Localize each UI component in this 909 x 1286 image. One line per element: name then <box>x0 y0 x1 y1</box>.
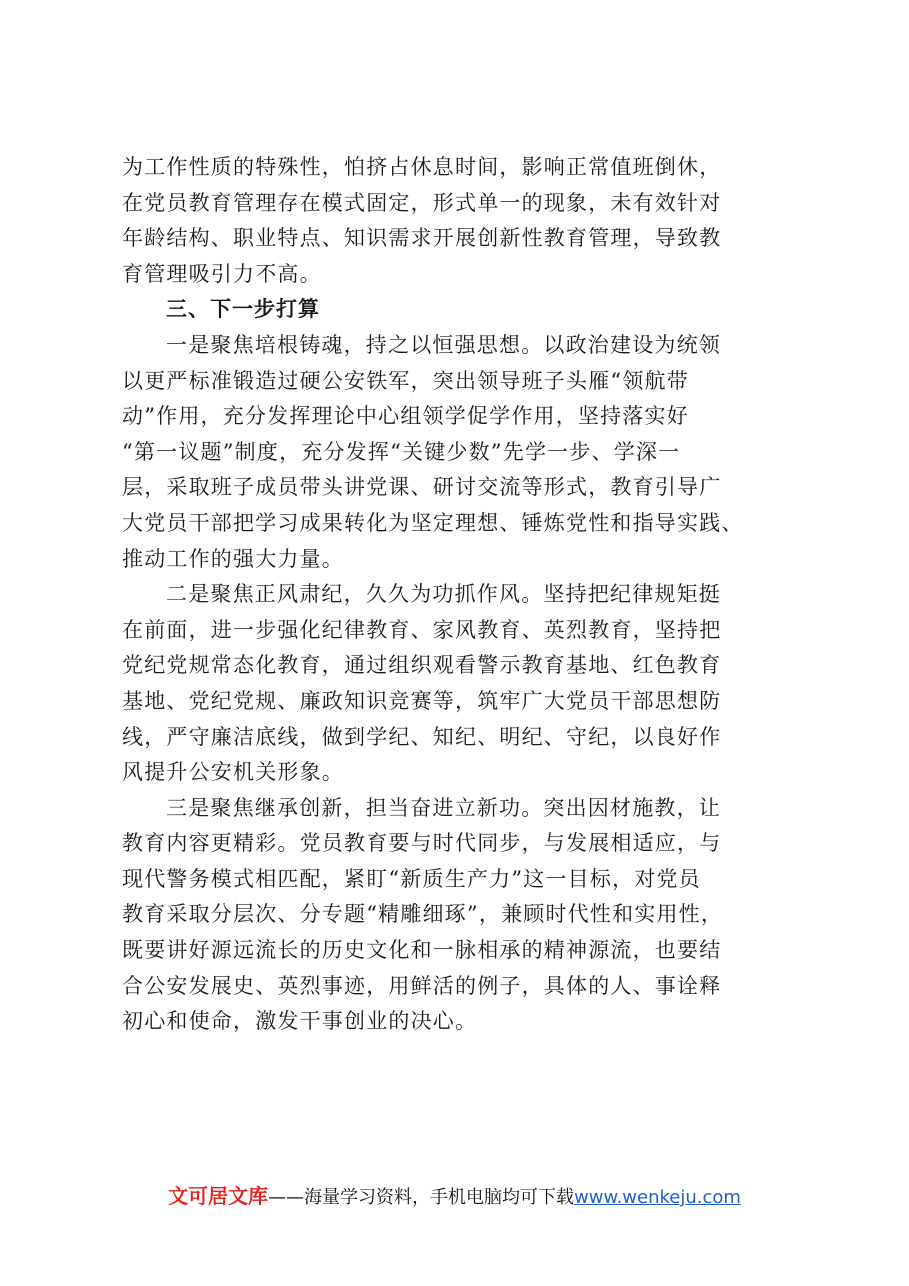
text-line: 线，严守廉洁底线，做到学纪、知纪、明纪、守纪，以良好作 <box>122 724 722 749</box>
footer-website-link[interactable]: www.wenkeju.com <box>574 1187 741 1208</box>
footer-tagline: ——海量学习资料，手机电脑均可下载 <box>268 1187 575 1208</box>
text-line: 基地、党纪党规、廉政知识竞赛等，筑牢广大党员干部思想防 <box>122 688 722 713</box>
text-line: 三是聚焦继承创新，担当奋进立新功。突出因材施教，让 <box>166 795 721 820</box>
text-line: 层，采取班子成员带头讲党课、研讨交流等形式，教育引导广 <box>122 475 722 500</box>
text-line: 育管理吸引力不高。 <box>122 261 322 286</box>
text-line: 推动工作的强大力量。 <box>122 546 344 571</box>
text-line: 为工作性质的特殊性，怕挤占休息时间，影响正常值班倒休， <box>122 155 722 179</box>
text-line: 二是聚焦正风肃纪，久久为功抓作风。坚持把纪律规矩挺 <box>166 582 721 607</box>
text-line: 教育内容更精彩。党员教育要与时代同步，与发展相适应，与 <box>122 831 722 856</box>
section-heading: 三、下一步打算 <box>166 297 320 322</box>
text-line: 现代警务模式相匹配，紧盯“新质生产力”这一目标，对党员 <box>122 866 701 891</box>
text-line: 一是聚焦培根铸魂，持之以恒强思想。以政治建设为统领 <box>166 332 721 357</box>
text-line: 合公安发展史、英烈事迹，用鲜活的例子，具体的人、事诠释 <box>122 973 722 998</box>
text-line: 动”作用，充分发挥理论中心组领学促学作用，坚持落实好 <box>122 404 689 429</box>
text-line: 既要讲好源远流长的历史文化和一脉相承的精神源流，也要结 <box>122 938 722 963</box>
text-line: 在党员教育管理存在模式固定，形式单一的现象，未有效针对 <box>122 190 722 215</box>
text-line: 风提升公安机关形象。 <box>122 760 344 785</box>
text-line: 年龄结构、职业特点、知识需求开展创新性教育管理，导致教 <box>122 226 722 251</box>
text-line: 党纪党规常态化教育，通过组织观看警示教育基地、红色教育 <box>122 653 722 678</box>
text-line: 在前面，进一步强化纪律教育、家风教育、英烈教育，坚持把 <box>122 617 722 642</box>
text-line: 教育采取分层次、分专题“精雕细琢”，兼顾时代性和实用性， <box>122 902 724 927</box>
text-line: 初心和使命，激发干事创业的决心。 <box>122 1009 478 1034</box>
footer-banner <box>0 1178 909 1216</box>
text-line: 大党员干部把学习成果转化为坚定理想、锤炼党性和指导实践、 <box>122 510 744 535</box>
footer-brand: 文可居文库 <box>168 1184 269 1208</box>
document-body <box>122 150 812 1040</box>
text-line: 以更严标准锻造过硬公安铁军，突出领导班子头雁“领航带 <box>122 368 689 393</box>
text-line: “第一议题”制度，充分发挥“关键少数”先学一步、学深一 <box>122 439 681 464</box>
